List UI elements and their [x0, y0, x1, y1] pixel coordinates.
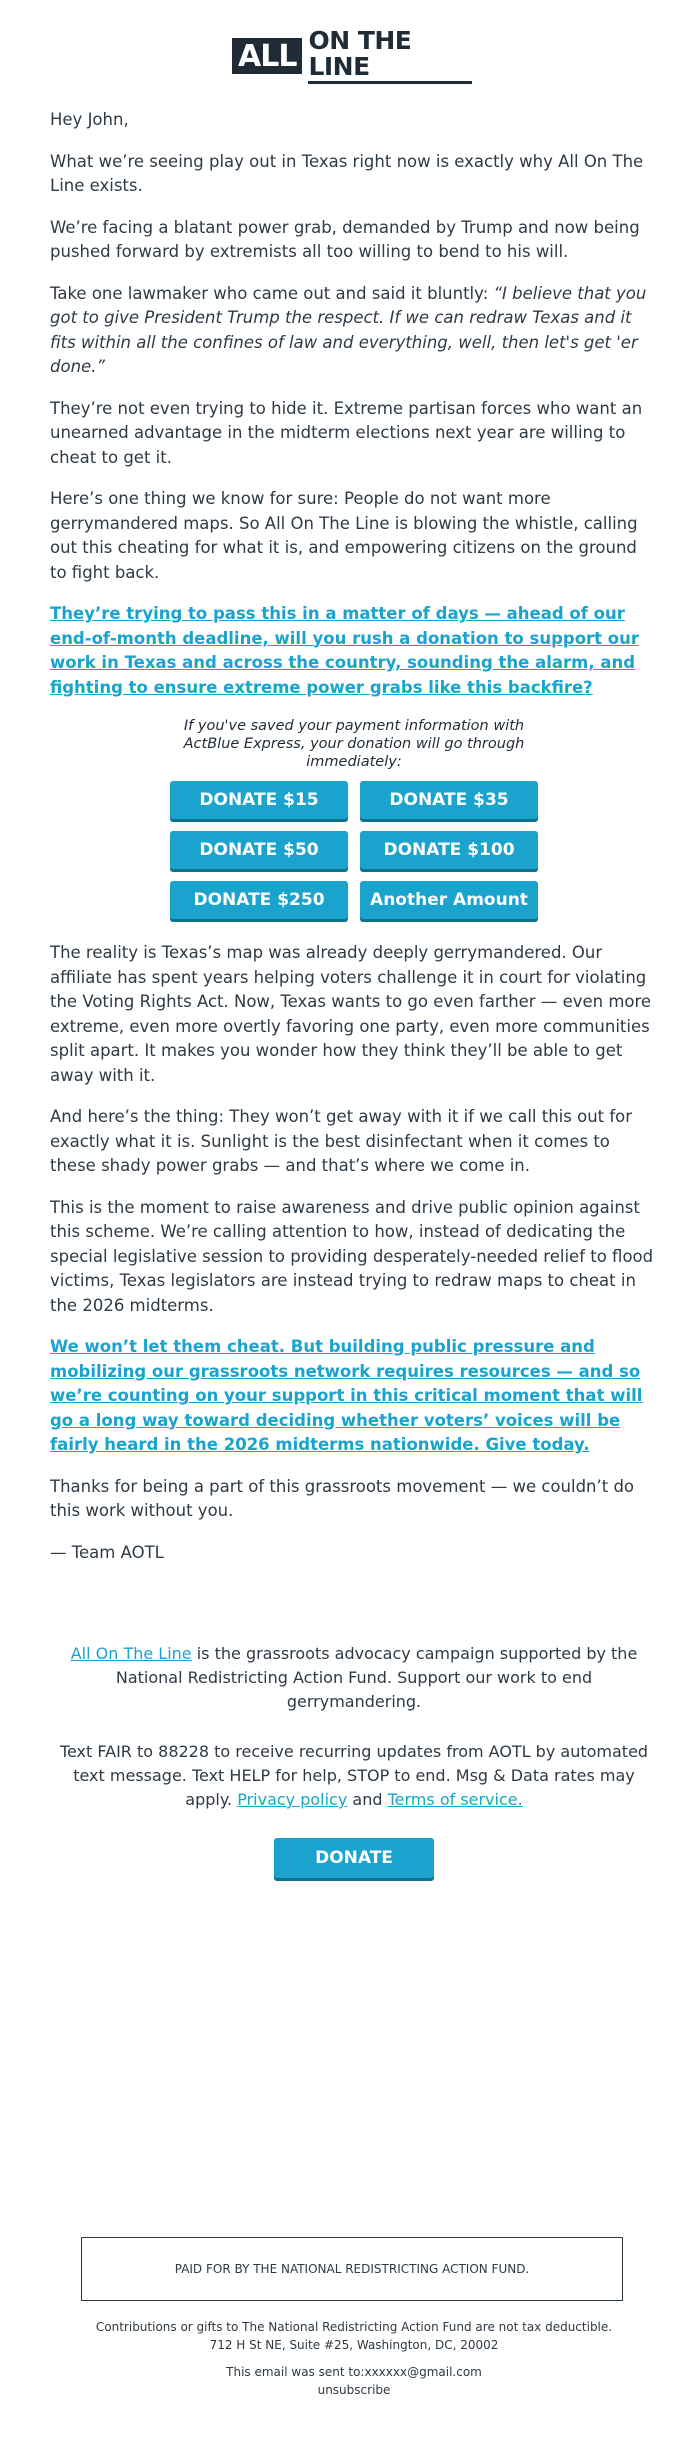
logo-all-box: ALL: [232, 38, 302, 74]
paragraph: This is the moment to raise awareness and drive public opinion against this scheme. We’re calling attention to how, instead of dedicating the special legislative session to providing desperately-needed relief to flood victims, Texas legislators are instead trying to redraw maps to cheat in the 2026 midterms.: [50, 1197, 654, 1315]
terms-link[interactable]: Terms of service.: [387, 1790, 523, 1809]
paragraph: What we’re seeing play out in Texas right now is exactly why All On The Line exists.: [50, 151, 644, 195]
paragraph: The reality is Texas’s map was already deeply gerrymandered. Our affiliate has spent years helping voters challenge it in court for violating the Voting Rights Act. Now, Texas wants to go even farther — even more extreme, even more overtly favoring one party, even more communities split apart. It makes you wonder how they think they’ll be able to get away with it.: [50, 943, 652, 1085]
privacy-policy-link[interactable]: Privacy policy: [237, 1790, 348, 1809]
footer-about: [50, 1642, 658, 1714]
aotl-link[interactable]: All On The Line: [70, 1644, 192, 1663]
footer: [50, 1642, 658, 1878]
paragraph: We’re facing a blatant power grab, demanded by Trump and now being pushed forward by extremists all too willing to bend to his will.: [50, 217, 640, 261]
actblue-express-note: If you've saved your payment information with ActBlue Express, your donation will go through immediately:: [183, 718, 525, 770]
another-amount-button[interactable]: Another Amount: [360, 881, 538, 919]
greeting: Hey John,: [50, 110, 129, 129]
quote-paragraph: [50, 282, 658, 380]
thanks-paragraph: Thanks for being a part of this grassroots movement — we couldn’t do this work without you.: [50, 1476, 635, 1520]
footer-about-text: is the grassroots advocacy campaign supported by the National Redistricting Action Fund. Support our work to end gerrymandering.: [115, 1644, 638, 1711]
donate-100-button[interactable]: DONATE $100: [360, 831, 538, 869]
sent-to-line: This email was sent to:xxxxxx@gmail.com: [226, 2365, 482, 2379]
mailing-address: 712 H St NE, Suite #25, Washington, DC, 20002: [209, 2338, 499, 2352]
and-text: and: [347, 1790, 388, 1809]
paragraph: Here’s one thing we know for sure: People do not want more gerrymandered maps. So All On The Line is blowing the whistle, calling out this cheating for what it is, and empowering citizens on the ground to fight back.: [50, 489, 638, 582]
signoff: — Team AOTL: [50, 1542, 164, 1562]
email-body: [50, 108, 658, 1582]
donate-15-button[interactable]: DONATE $15: [170, 781, 348, 819]
paragraph: They’re not even trying to hide it. Extreme partisan forces who want an unearned advantage in the midterm elections next year are willing to cheat to get it.: [50, 398, 643, 467]
donation-cta-link[interactable]: They’re trying to pass this in a matter of days — ahead of our end-of-month deadline, will you rush a donation to support our work in Texas and across the country, sounding the alarm, and fighting to ensure extreme power grabs like this backfire?: [50, 604, 640, 697]
lawmaker-quote: “I believe that you got to give President Trump the respect. If we can redraw Texas and it fits within all the confines of law and everything, well, then let's get 'er done.”: [50, 283, 647, 376]
cta-paragraph: [50, 602, 658, 700]
paid-for-box: PAID FOR BY THE NATIONAL REDISTRICTING ACTION FUND.: [81, 2237, 623, 2301]
sms-text: Text FAIR to 88228 to receive recurring updates from AOTL by automated text message. Text HELP for help, STOP to end. Msg & Data rates may apply.: [59, 1742, 649, 1809]
donate-35-button[interactable]: DONATE $35: [360, 781, 538, 819]
paragraph: And here’s the thing: They won’t get away with it if we call this out for exactly what it is. Sunlight is the best disinfectant when it comes to these shady power grabs — and that’s where we come in.: [50, 1107, 633, 1175]
logo-on-the-line: ON THE LINE: [308, 28, 472, 84]
footer-donate-button[interactable]: DONATE: [274, 1838, 434, 1878]
footer-sms: [50, 1740, 658, 1812]
quote-intro: Take one lawmaker who came out and said it bluntly:: [50, 283, 494, 303]
unsubscribe-link[interactable]: unsubscribe: [317, 2383, 391, 2397]
donate-50-button[interactable]: DONATE $50: [170, 831, 348, 869]
aotl-logo[interactable]: [232, 26, 472, 81]
give-today-link[interactable]: We won’t let them cheat. But building public pressure and mobilizing our grassroots network requires resources — and so we’re counting on your support in this critical moment that will go a long way toward deciding whether voters’ voices will be fairly heard in the 2026 midterms nationwide. Give today.: [50, 1337, 643, 1454]
donate-button-grid: [50, 781, 658, 919]
cta-paragraph: [50, 1335, 658, 1458]
tax-disclaimer: Contributions or gifts to The National Redistricting Action Fund are not tax deductible.: [95, 2320, 613, 2334]
donate-250-button[interactable]: DONATE $250: [170, 881, 348, 919]
